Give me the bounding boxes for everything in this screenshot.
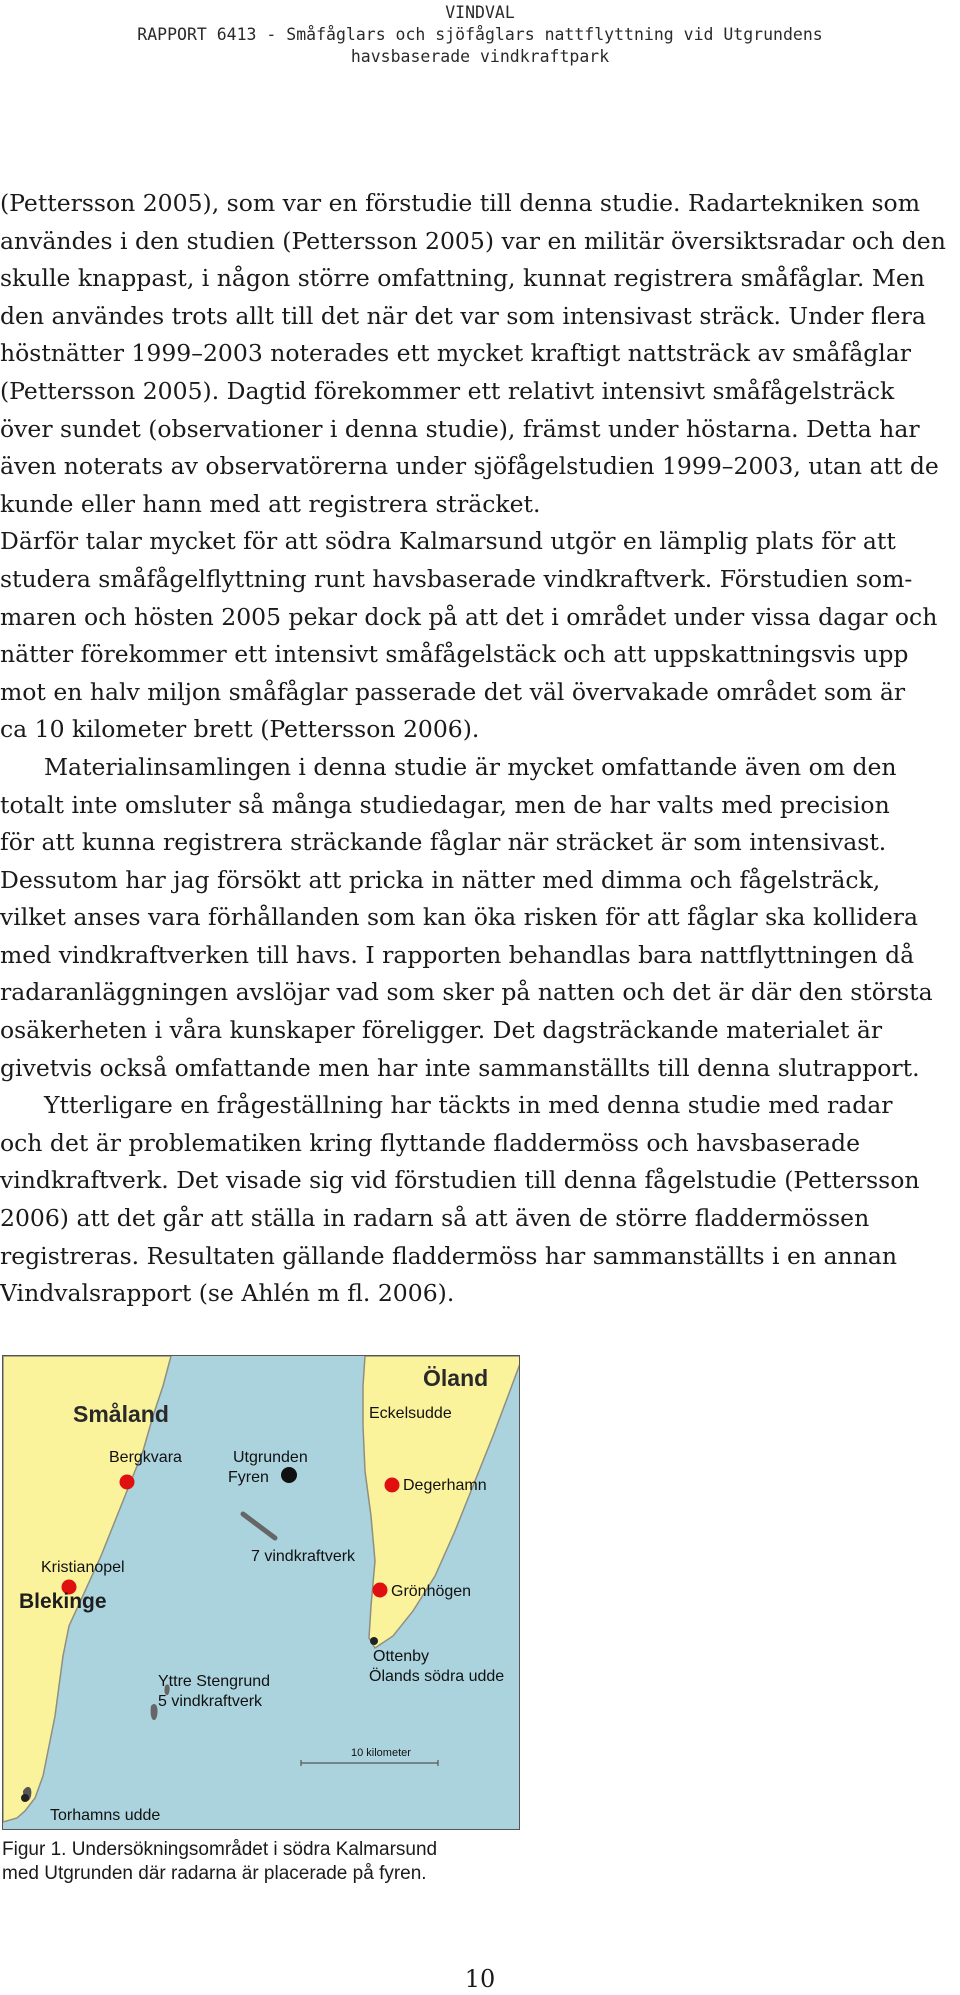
text-line: 2006) att det går att ställa in radarn så att även de större fladdermössen — [0, 1204, 870, 1233]
body-text — [0, 185, 960, 1313]
header-report-title: RAPPORT 6413 - Småfåglars och sjöfåglars nattflyttning vid Utgrundens — [137, 25, 823, 44]
label-degerhamn: Degerhamn — [403, 1477, 487, 1494]
text-line: kunde eller hann med att registrera sträcket. — [0, 489, 541, 518]
text-line: Dessutom har jag försökt att pricka in nätter med dimma och fågelsträck, — [0, 865, 881, 894]
site-marker-gronhogen — [373, 1583, 388, 1598]
label-eckelsudde: Eckelsudde — [369, 1405, 452, 1422]
text-line: nätter förekommer ett intensivt småfågelstäck och att uppskattningsvis upp — [0, 640, 909, 669]
text-line: Ytterligare en frågeställning har täckts in med denna studie med radar — [44, 1091, 893, 1120]
header-report-subtitle: havsbaserade vindkraftpark — [350, 47, 610, 66]
label-olands-sodra-udde: Ölands södra udde — [369, 1668, 505, 1685]
label-kristianopel: Kristianopel — [41, 1559, 125, 1576]
text-line: registreras. Resultaten gällande fladdermöss har sammanställts i en annan — [0, 1241, 897, 1270]
scale-bar-label: 10 kilometer — [351, 1747, 411, 1759]
label-blekinge: Blekinge — [19, 1590, 107, 1613]
text-line: studera småfågelflyttning runt havsbaserade vindkraftverk. Förstudien som- — [0, 564, 913, 593]
utgrunden-lighthouse-marker — [281, 1467, 297, 1483]
text-line: vilket anses vara förhållanden som kan öka risken för att fåglar ska kollidera — [0, 903, 919, 932]
text-line: över sundet (observationer i denna studie), främst under höstarna. Detta har — [0, 414, 920, 443]
label-gronhogen: Grönhögen — [391, 1583, 472, 1600]
page-number: 10 — [464, 1965, 496, 1993]
text-line: den användes trots allt till det när det var som intensivast sträck. Under flera — [0, 301, 926, 330]
text-line: höstnätter 1999–2003 noterades ett mycket kraftigt nattsträck av småfåglar — [0, 339, 912, 368]
text-line: ca 10 kilometer brett (Pettersson 2006). — [0, 715, 480, 744]
caption-line: med Utgrunden där radarna är placerade på fyren. — [2, 1863, 427, 1884]
torhamns-udde-marker — [21, 1794, 29, 1802]
ottenby-marker — [370, 1637, 378, 1645]
text-line: osäkerheten i våra kunskaper föreligger. Det dagsträckande materialet är — [0, 1016, 883, 1045]
text-line: även noterats av observatörerna under sjöfågelstudien 1999–2003, utan att de — [0, 452, 939, 481]
text-line: vindkraftverk. Det visade sig vid förstudien till denna fågelstudie (Pettersson — [0, 1166, 920, 1195]
label-7-vindkraftverk: 7 vindkraftverk — [251, 1548, 356, 1565]
site-marker-bergkvara — [120, 1475, 135, 1490]
header-series: VINDVAL — [445, 3, 515, 22]
label-smaland: Småland — [73, 1401, 169, 1427]
text-line: (Pettersson 2005), som var en förstudie till denna studie. Radartekniken som — [0, 189, 920, 217]
text-line: för att kunna registrera sträckande fåglar när sträcket är som intensivast. — [0, 828, 887, 857]
text-line: skulle knappast, i någon större omfattning, kunnat registrera småfåglar. Men — [0, 264, 925, 293]
text-line: totalt inte omsluter så många studiedagar, men de har valts med precision — [0, 790, 890, 819]
label-oland: Öland — [423, 1365, 489, 1391]
label-ottenby: Ottenby — [373, 1648, 430, 1665]
text-line: Därför talar mycket för att södra Kalmarsund utgör en lämplig plats för att — [0, 527, 896, 556]
figure-caption — [2, 1838, 437, 1886]
text-line: användes i den studien (Pettersson 2005) var en militär översiktsradar och den — [0, 226, 946, 255]
text-line: Vindvalsrapport (se Ahlén m fl. 2006). — [0, 1279, 455, 1308]
label-torhamns-udde: Torhamns udde — [50, 1807, 161, 1824]
map-canvas — [3, 1356, 520, 1830]
label-5-vindkraftverk: 5 vindkraftverk — [158, 1693, 263, 1710]
label-fyren: Fyren — [228, 1469, 269, 1486]
text-line: Materialinsamlingen i denna studie är mycket omfattande även om den — [44, 752, 897, 781]
text-line: med vindkraftverken till havs. I rapporten behandlas bara nattflyttningen då — [0, 940, 915, 969]
text-line: radaranläggningen avslöjar vad som sker på natten och det är där den största — [0, 978, 933, 1007]
label-utgrunden: Utgrunden — [233, 1449, 308, 1466]
caption-line: Figur 1. Undersökningsområdet i södra Kalmarsund — [2, 1839, 438, 1860]
report-header — [0, 2, 960, 68]
text-line: maren och hösten 2005 pekar dock på att det i området under vissa dagar och — [0, 602, 938, 631]
text-line: mot en halv miljon småfåglar passerade det väl övervakade området som är — [0, 677, 906, 706]
study-area-map — [2, 1355, 520, 1830]
label-bergkvara: Bergkvara — [109, 1449, 182, 1466]
text-line: givetvis också omfattande men har inte sammanställts till denna slutrapport. — [0, 1053, 920, 1082]
text-line: (Pettersson 2005). Dagtid förekommer ett relativt intensivt småfågelsträck — [0, 376, 895, 405]
text-line: och det är problematiken kring flyttande fladdermöss och havsbaserade — [0, 1128, 860, 1157]
site-marker-degerhamn — [385, 1478, 400, 1493]
label-yttre-stengrund: Yttre Stengrund — [158, 1673, 271, 1690]
